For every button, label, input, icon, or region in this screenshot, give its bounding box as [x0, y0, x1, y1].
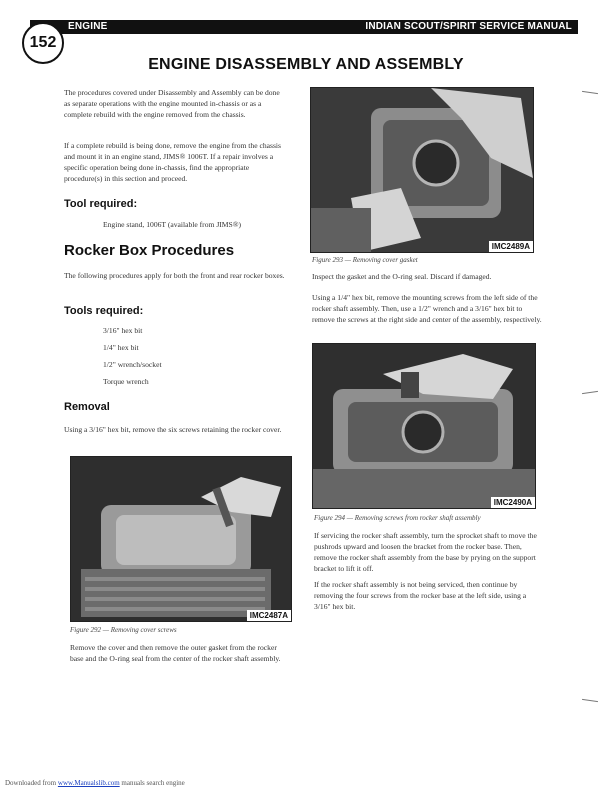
page-number: 152	[22, 22, 64, 64]
tool-item: 3/16" hex bit	[103, 326, 143, 335]
figure-293-code: IMC2489A	[489, 241, 533, 252]
rocker-box-paragraph: The following procedures apply for both the front and rear rocker boxes.	[64, 271, 285, 280]
figure-293-photo	[310, 87, 534, 253]
tool-item: 1/4" hex bit	[103, 343, 139, 352]
figure-293-caption: Figure 293 — Removing cover gasket	[312, 256, 418, 264]
tool-item: 1/2" wrench/socket	[103, 360, 162, 369]
edge-mark	[582, 391, 598, 394]
tool-item: Torque wrench	[103, 377, 149, 386]
footer	[5, 779, 185, 787]
tool-required-heading: Tool required:	[64, 198, 138, 210]
edge-mark	[582, 91, 598, 94]
intro-paragraph-1: The procedures covered under Disassembly and Assembly can be done as separate operations with the engine mounted in-chassis or as a complete rebuild with the engine removed from the chassis.	[64, 88, 280, 119]
rocker-box-heading: Rocker Box Procedures	[64, 242, 235, 259]
after-figure-292-paragraph: Remove the cover and then remove the outer gasket from the rocker base and the O-ring seal from the center of the rocker shaft assembly.	[70, 643, 281, 663]
removal-heading: Removal	[64, 401, 110, 413]
page-title: ENGINE DISASSEMBLY AND ASSEMBLY	[148, 56, 464, 73]
figure-294-photo	[312, 343, 536, 509]
servicing-paragraph: If servicing the rocker shaft assembly, turn the sprocket shaft to move the pushrods upward and loosen the bracket from the rocker base. Then, remove the rocker shaft assembly from the base by prying on the support bracket to lift it off.	[314, 531, 537, 573]
figure-292-code: IMC2487A	[247, 610, 291, 621]
inspect-paragraph: Inspect the gasket and the O-ring seal. Discard if damaged.	[312, 272, 492, 281]
header-manual-title: INDIAN SCOUT/SPIRIT SERVICE MANUAL	[365, 21, 572, 32]
tools-list	[103, 325, 162, 393]
footer-suffix: manuals search engine	[121, 779, 185, 787]
figure-292-caption: Figure 292 — Removing cover screws	[70, 626, 177, 634]
not-servicing-paragraph: If the rocker shaft assembly is not being serviced, then continue by removing the four screws from the rocker base at the left side, using a 3/16" hex bit.	[314, 580, 527, 611]
figure-294-code: IMC2490A	[491, 497, 535, 508]
mounting-screws-paragraph: Using a 1/4" hex bit, remove the mounting screws from the left side of the rocker shaft assembly. Then, use a 1/2" wrench and a 3/16" hex bit to remove the screws at the right side and center of the assembly, respectively.	[312, 293, 542, 324]
header-section-label: ENGINE	[68, 21, 108, 32]
tools-required-heading: Tools required:	[64, 305, 144, 317]
footer-prefix: Downloaded from	[5, 779, 57, 787]
edge-mark	[582, 699, 598, 702]
footer-link[interactable]: www.Manualslib.com	[57, 779, 120, 787]
intro-paragraph-2: If a complete rebuild is being done, remove the engine from the chassis and mount it in an engine stand, JIMS® 1006T. If a repair involves a specific operation being done in-chassis, find the appropriate procedure(s) in this section and proceed.	[64, 141, 281, 183]
tool-required-item: Engine stand, 1006T (available from JIMS®)	[103, 220, 242, 229]
figure-294-caption: Figure 294 — Removing screws from rocker shaft assembly	[314, 514, 481, 522]
figure-292-photo	[70, 456, 292, 622]
removal-paragraph: Using a 3/16" hex bit, remove the six screws retaining the rocker cover.	[64, 425, 282, 434]
